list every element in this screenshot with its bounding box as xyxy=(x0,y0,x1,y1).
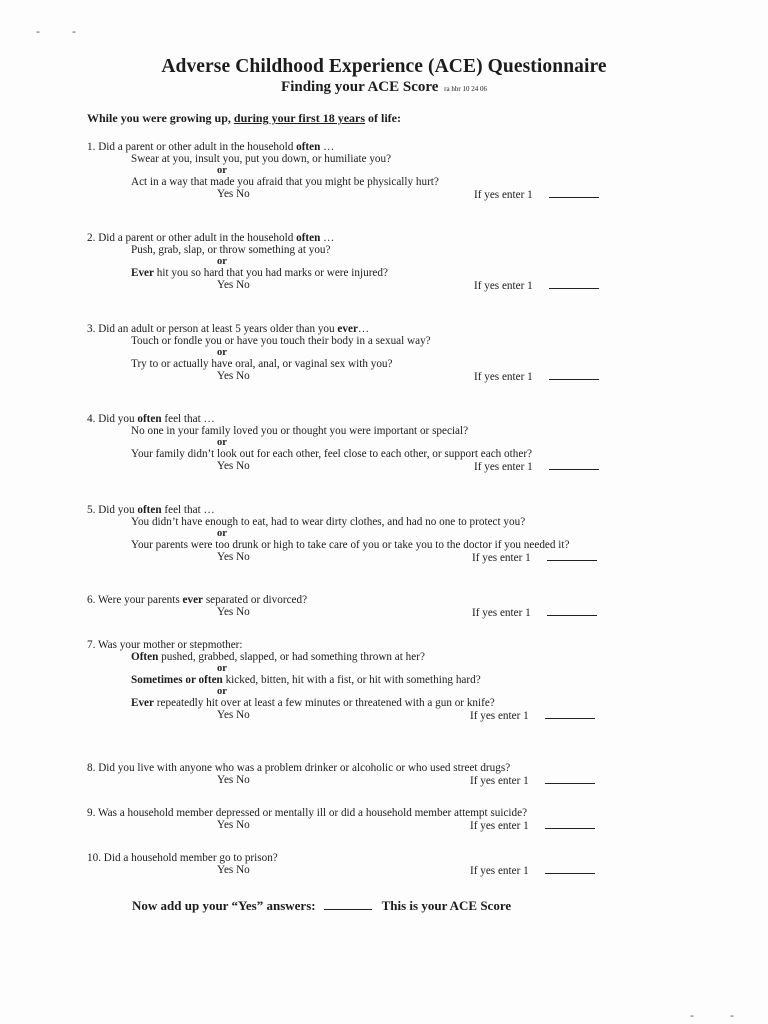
question-stem: 6. Were your parents ever separated or divorced? xyxy=(87,594,308,606)
total-suffix: This is your ACE Score xyxy=(381,898,512,913)
score-blank[interactable] xyxy=(549,188,599,198)
question-option: Try to or actually have oral, anal, or vaginal sex with you? xyxy=(131,358,393,370)
question-1 xyxy=(87,141,533,203)
score-blank[interactable] xyxy=(545,864,595,874)
yes-no-options[interactable]: Yes No xyxy=(217,370,250,382)
if-yes-label: If yes enter 1 xyxy=(470,865,529,877)
score-blank[interactable] xyxy=(545,819,595,829)
answer-row xyxy=(87,819,527,834)
question-option: No one in your family loved you or thought you were important or special? xyxy=(131,425,469,437)
yes-no-options[interactable]: Yes No xyxy=(217,188,250,200)
question-2 xyxy=(87,232,533,294)
if-yes-label: If yes enter 1 xyxy=(470,820,529,832)
score-entry xyxy=(472,606,597,619)
question-option: Touch or fondle you or have you touch their body in a sexual way? xyxy=(131,335,431,347)
answer-row xyxy=(87,864,529,879)
if-yes-label: If yes enter 1 xyxy=(474,461,533,473)
question-stem: 3. Did an adult or person at least 5 years older than you ever… xyxy=(87,323,370,335)
question-stem: 5. Did you often feel that … xyxy=(87,504,215,516)
yes-no-options[interactable]: Yes No xyxy=(217,819,250,831)
answer-row xyxy=(87,370,533,385)
question-stem: 7. Was your mother or stepmother: xyxy=(87,639,243,651)
yes-no-options[interactable]: Yes No xyxy=(217,774,250,786)
revision-code: ra hbr 10 24 06 xyxy=(444,85,487,93)
question-stem: 9. Was a household member depressed or mentally ill or did a household member attempt suicide? xyxy=(87,807,528,819)
yes-no-options[interactable]: Yes No xyxy=(217,864,250,876)
document-title: Adverse Childhood Experience (ACE) Questionnaire xyxy=(161,56,607,77)
if-yes-label: If yes enter 1 xyxy=(472,607,531,619)
intro-suffix: of life: xyxy=(368,111,401,125)
answer-row xyxy=(87,551,569,566)
question-option: Act in a way that made you afraid that you might be physically hurt? xyxy=(131,176,439,188)
scan-speck: - xyxy=(690,1008,694,1022)
score-blank[interactable] xyxy=(549,279,599,289)
or-label: or xyxy=(217,165,227,176)
yes-no-options[interactable]: Yes No xyxy=(217,279,250,291)
intro-prefix: While you were growing up, xyxy=(87,111,231,125)
or-label: or xyxy=(217,528,227,539)
intro-underlined: during your first 18 years xyxy=(233,111,366,125)
total-score-blank[interactable] xyxy=(324,899,372,910)
question-stem: 8. Did you live with anyone who was a problem drinker or alcoholic or who used street drugs? xyxy=(87,762,511,774)
question-5 xyxy=(87,504,569,566)
score-entry xyxy=(474,279,599,292)
question-stem: 2. Did a parent or other adult in the household often … xyxy=(87,232,335,244)
answer-row xyxy=(87,460,532,475)
if-yes-label: If yes enter 1 xyxy=(470,710,529,722)
score-blank[interactable] xyxy=(545,774,595,784)
answer-row xyxy=(87,709,529,724)
if-yes-label: If yes enter 1 xyxy=(474,189,533,201)
if-yes-label: If yes enter 1 xyxy=(472,552,531,564)
yes-no-options[interactable]: Yes No xyxy=(217,551,250,563)
question-8 xyxy=(87,762,529,789)
question-option: Often pushed, grabbed, slapped, or had something thrown at her? xyxy=(131,651,425,663)
answer-row xyxy=(87,279,533,294)
score-blank[interactable] xyxy=(549,370,599,380)
intro-line xyxy=(87,111,401,126)
subtitle-text: Finding your ACE Score xyxy=(281,79,439,95)
question-option: Swear at you, insult you, put you down, or humiliate you? xyxy=(131,153,392,165)
question-9 xyxy=(87,807,527,834)
question-option: Sometimes or often kicked, bitten, hit with a fist, or hit with something hard? xyxy=(131,674,481,686)
yes-no-options[interactable]: Yes No xyxy=(217,460,250,472)
total-prefix: Now add up your “Yes” answers: xyxy=(132,898,316,913)
score-entry xyxy=(474,370,599,383)
question-option: Your parents were too drunk or high to take care of you or take you to the doctor if you needed it? xyxy=(131,539,570,551)
or-label: or xyxy=(217,347,227,358)
question-stem: 4. Did you often feel that … xyxy=(87,413,215,425)
yes-no-options[interactable]: Yes No xyxy=(217,606,250,618)
question-option: Your family didn’t look out for each other, feel close to each other, or support each other? xyxy=(131,448,533,460)
question-7 xyxy=(87,639,529,724)
score-entry xyxy=(470,864,595,877)
score-blank[interactable] xyxy=(547,551,597,561)
if-yes-label: If yes enter 1 xyxy=(474,371,533,383)
question-option: Push, grab, slap, or throw something at you? xyxy=(131,244,331,256)
question-option: Ever repeatedly hit over at least a few minutes or threatened with a gun or knife? xyxy=(131,697,495,709)
ace-score-total xyxy=(132,898,511,914)
score-entry xyxy=(472,551,597,564)
document-subtitle xyxy=(0,79,768,96)
yes-no-options[interactable]: Yes No xyxy=(217,709,250,721)
or-label: or xyxy=(217,437,227,448)
answer-row xyxy=(87,188,533,203)
score-entry xyxy=(474,460,599,473)
question-option: You didn’t have enough to eat, had to wear dirty clothes, and had no one to protect you? xyxy=(131,516,526,528)
score-entry xyxy=(470,774,595,787)
if-yes-label: If yes enter 1 xyxy=(470,775,529,787)
scan-speck: - xyxy=(72,24,76,38)
question-stem: 10. Did a household member go to prison? xyxy=(87,852,278,864)
score-entry xyxy=(470,709,595,722)
question-option: Ever hit you so hard that you had marks or were injured? xyxy=(131,267,388,279)
score-entry xyxy=(470,819,595,832)
question-10 xyxy=(87,852,529,879)
question-4 xyxy=(87,413,532,475)
scan-speck: - xyxy=(730,1008,734,1022)
score-blank[interactable] xyxy=(549,460,599,470)
question-6 xyxy=(87,594,531,621)
or-label: or xyxy=(217,256,227,267)
score-blank[interactable] xyxy=(545,709,595,719)
or-label: or xyxy=(217,686,227,697)
question-stem: 1. Did a parent or other adult in the household often … xyxy=(87,141,335,153)
score-entry xyxy=(474,188,599,201)
if-yes-label: If yes enter 1 xyxy=(474,280,533,292)
score-blank[interactable] xyxy=(547,606,597,616)
or-label: or xyxy=(217,663,227,674)
answer-row xyxy=(87,606,531,621)
scan-speck: - xyxy=(36,24,40,38)
question-3 xyxy=(87,323,533,385)
answer-row xyxy=(87,774,529,789)
